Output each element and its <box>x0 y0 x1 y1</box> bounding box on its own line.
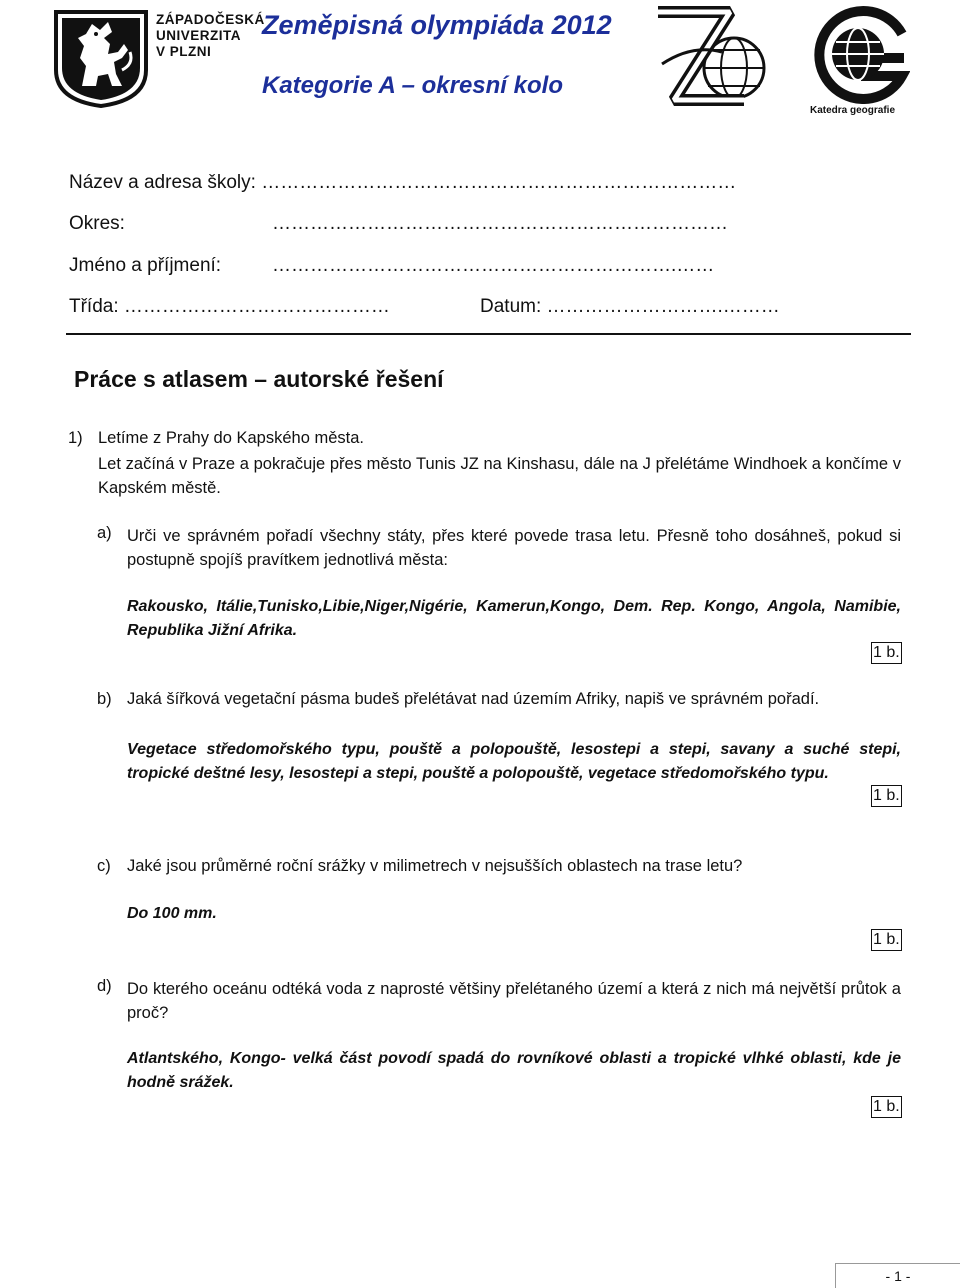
university-name-line-3: V PLZNI <box>156 44 212 59</box>
question-c-answer: Do 100 mm. <box>127 905 217 922</box>
zo-logo <box>652 4 772 116</box>
globe-g-icon <box>806 4 910 104</box>
question-1-intro: Let začíná v Praze a pokračuje přes město Tunis JZ na Kinshasu, dále na J přelétáme Windhoek a končíme v Kapském městě. <box>98 455 901 497</box>
olympiad-subtitle: Kategorie A – okresní kolo <box>262 72 563 99</box>
name-field-label: Jméno a příjmení: <box>69 255 222 276</box>
date-label: Datum: <box>480 296 542 317</box>
date-dots: ……………………….……… <box>546 296 780 317</box>
question-b-points: 1 b. <box>871 785 902 807</box>
question-d-letter: d) <box>97 977 112 995</box>
university-name <box>156 12 265 60</box>
name-field[interactable]: ……………………………………………………….…… <box>272 255 715 276</box>
question-c-points: 1 b. <box>871 929 902 951</box>
question-1-number: 1) <box>68 429 83 447</box>
question-b-answer: Vegetace středomořského typu, pouště a polopouště, lesostepi a stepi, savany a suché stepi, tropické deštné lesy, lesostepi a stepi, pouště a polopouště, vegetace středomořského typu. <box>127 741 901 782</box>
class-field[interactable] <box>69 296 390 318</box>
question-b-text: Jaká šířková vegetační pásma budeš přelétávat nad územím Afriky, napiš ve správném pořadí. <box>127 690 820 708</box>
form-divider <box>66 333 911 335</box>
question-c-text: Jaké jsou průměrné roční srážky v milimetrech v nejsušších oblastech na trase letu? <box>127 857 743 875</box>
school-label: Název a adresa školy: <box>69 172 256 193</box>
question-a-points: 1 b. <box>871 642 902 664</box>
geography-department-caption: Katedra geografie <box>810 105 896 116</box>
question-1-title: Letíme z Prahy do Kapského města. <box>98 429 364 447</box>
geography-department-logo <box>806 4 910 120</box>
district-field-label: Okres: <box>69 213 125 234</box>
question-a-letter: a) <box>97 524 112 542</box>
question-a-text: Urči ve správném pořadí všechny státy, přes které povede trasa letu. Přesně toho dosáhneš, pokud si postupně spojíš pravítkem jednotlivá města: <box>127 527 901 569</box>
university-name-line-2: UNIVERZITA <box>156 28 241 43</box>
university-logo <box>52 8 150 108</box>
question-b-letter: b) <box>97 690 112 708</box>
question-d-points: 1 b. <box>871 1096 902 1118</box>
class-dots: …………………………………… <box>123 296 390 317</box>
question-a-answer: Rakousko, Itálie,Tunisko,Libie,Niger,Nigérie, Kamerun,Kongo, Dem. Rep. Kongo, Angola, Namibie, Republika Jižní Afrika. <box>127 598 901 639</box>
page-number: - 1 - <box>835 1263 960 1288</box>
class-label: Třída: <box>69 296 119 317</box>
university-name-line-1: ZÁPADOČESKÁ <box>156 12 265 27</box>
question-d-answer: Atlantského, Kongo- velká část povodí spadá do rovníkové oblasti a tropické vlhké oblasti, kde je hodně srážek. <box>127 1050 901 1091</box>
school-dots: ………………………………………………………………… <box>261 172 737 193</box>
date-field[interactable] <box>480 296 780 318</box>
school-field[interactable] <box>69 172 736 194</box>
district-field[interactable]: ……………………………………………………………… <box>272 213 728 234</box>
olympiad-title: Zeměpisná olympiáda 2012 <box>262 10 612 40</box>
question-d-text: Do kterého oceánu odtéká voda z naprosté většiny přelétaného území a která z nich má největší průtok a proč? <box>127 980 901 1022</box>
question-c-letter: c) <box>97 857 111 875</box>
section-title: Práce s atlasem – autorské řešení <box>74 366 444 392</box>
